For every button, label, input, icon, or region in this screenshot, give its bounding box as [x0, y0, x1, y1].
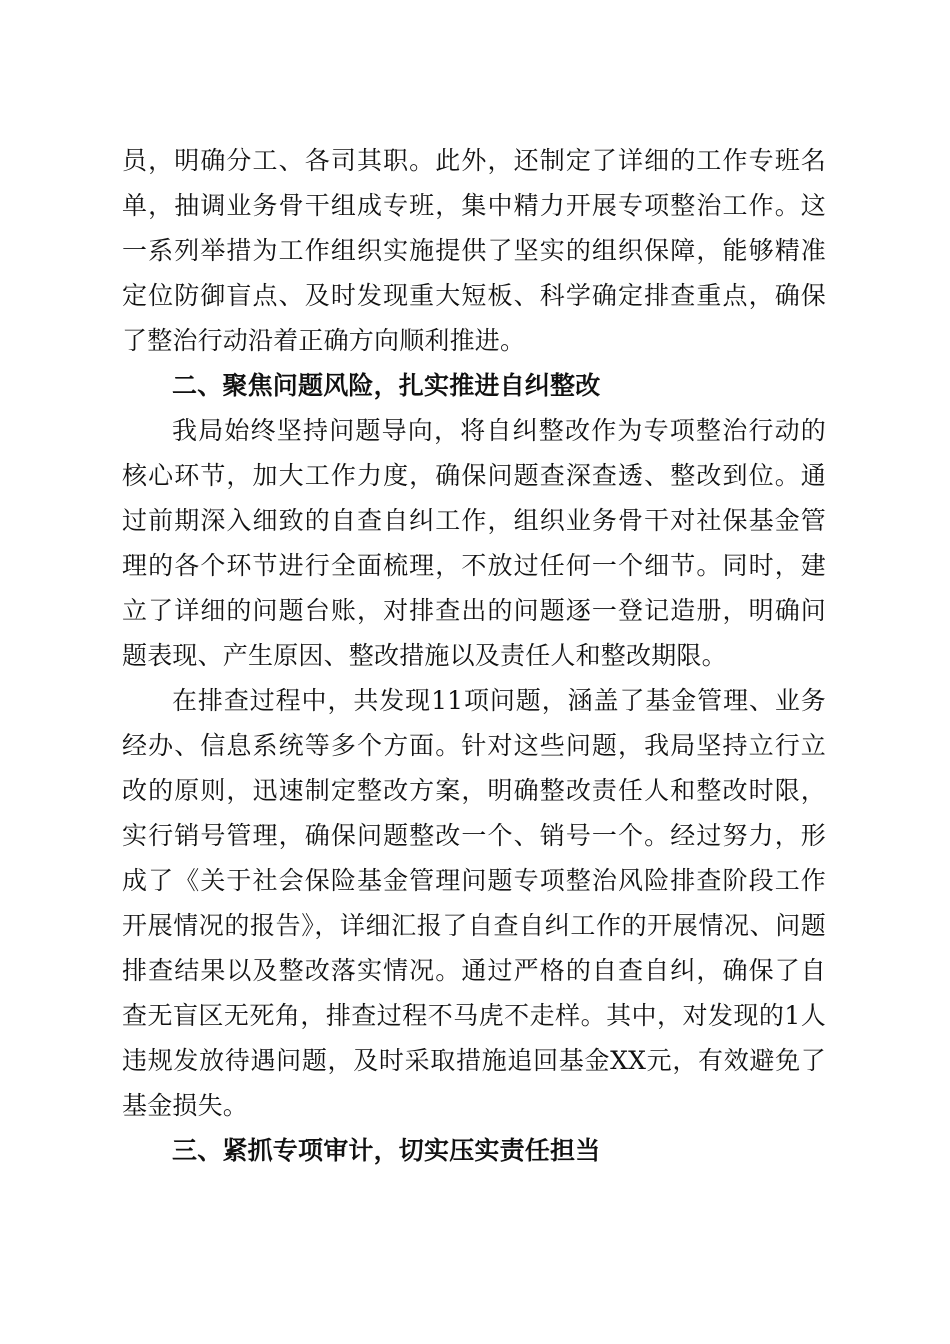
paragraph-continued: 员，明确分工、各司其职。此外，还制定了详细的工作专班名单，抽调业务骨干组成专班，集中精力开展专项整治工作。这一系列举措为工作组织实施提供了坚实的组织保障，能够精准定位防御盲点、及时发现重大短板、科学确定排查重点，确保了整治行动沿着正确方向顺利推进。 — [122, 146, 826, 355]
paragraph-self-correction: 我局始终坚持问题导向，将自纠整改作为专项整治行动的核心环节，加大工作力度，确保问题查深查透、整改到位。通过前期深入细致的自查自纠工作，组织业务骨干对社保基金管理的各个环节进行全面梳理，不放过任何一个细节。同时，建立了详细的问题台账，对排查出的问题逐一登记造册，明确问题表现、产生原因、整改措施以及责任人和整改期限。 — [122, 416, 826, 670]
paragraph-investigation: 在排查过程中，共发现11项问题，涵盖了基金管理、业务经办、信息系统等多个方面。针对这些问题，我局坚持立行立改的原则，迅速制定整改方案，明确整改责任人和整改时限，实行销号管理，确保问题整改一个、销号一个。经过努力，形成了《关于社会保险基金管理问题专项整治风险排查阶段工作开展情况的报告》，详细汇报了自查自纠工作的开展情况、问题排查结果以及整改落实情况。通过严格的自查自纠，确保了自查无盲区无死角，排查过程不马虎不走样。其中，对发现的1人违规发放待遇问题，及时采取措施追回基金XX元，有效避免了基金损失。 — [122, 686, 826, 1120]
document-body — [122, 138, 826, 1173]
section-heading-3: 三、紧抓专项审计，切实压实责任担当 — [172, 1136, 601, 1165]
section-heading-2: 二、聚焦问题风险，扎实推进自纠整改 — [172, 371, 601, 400]
